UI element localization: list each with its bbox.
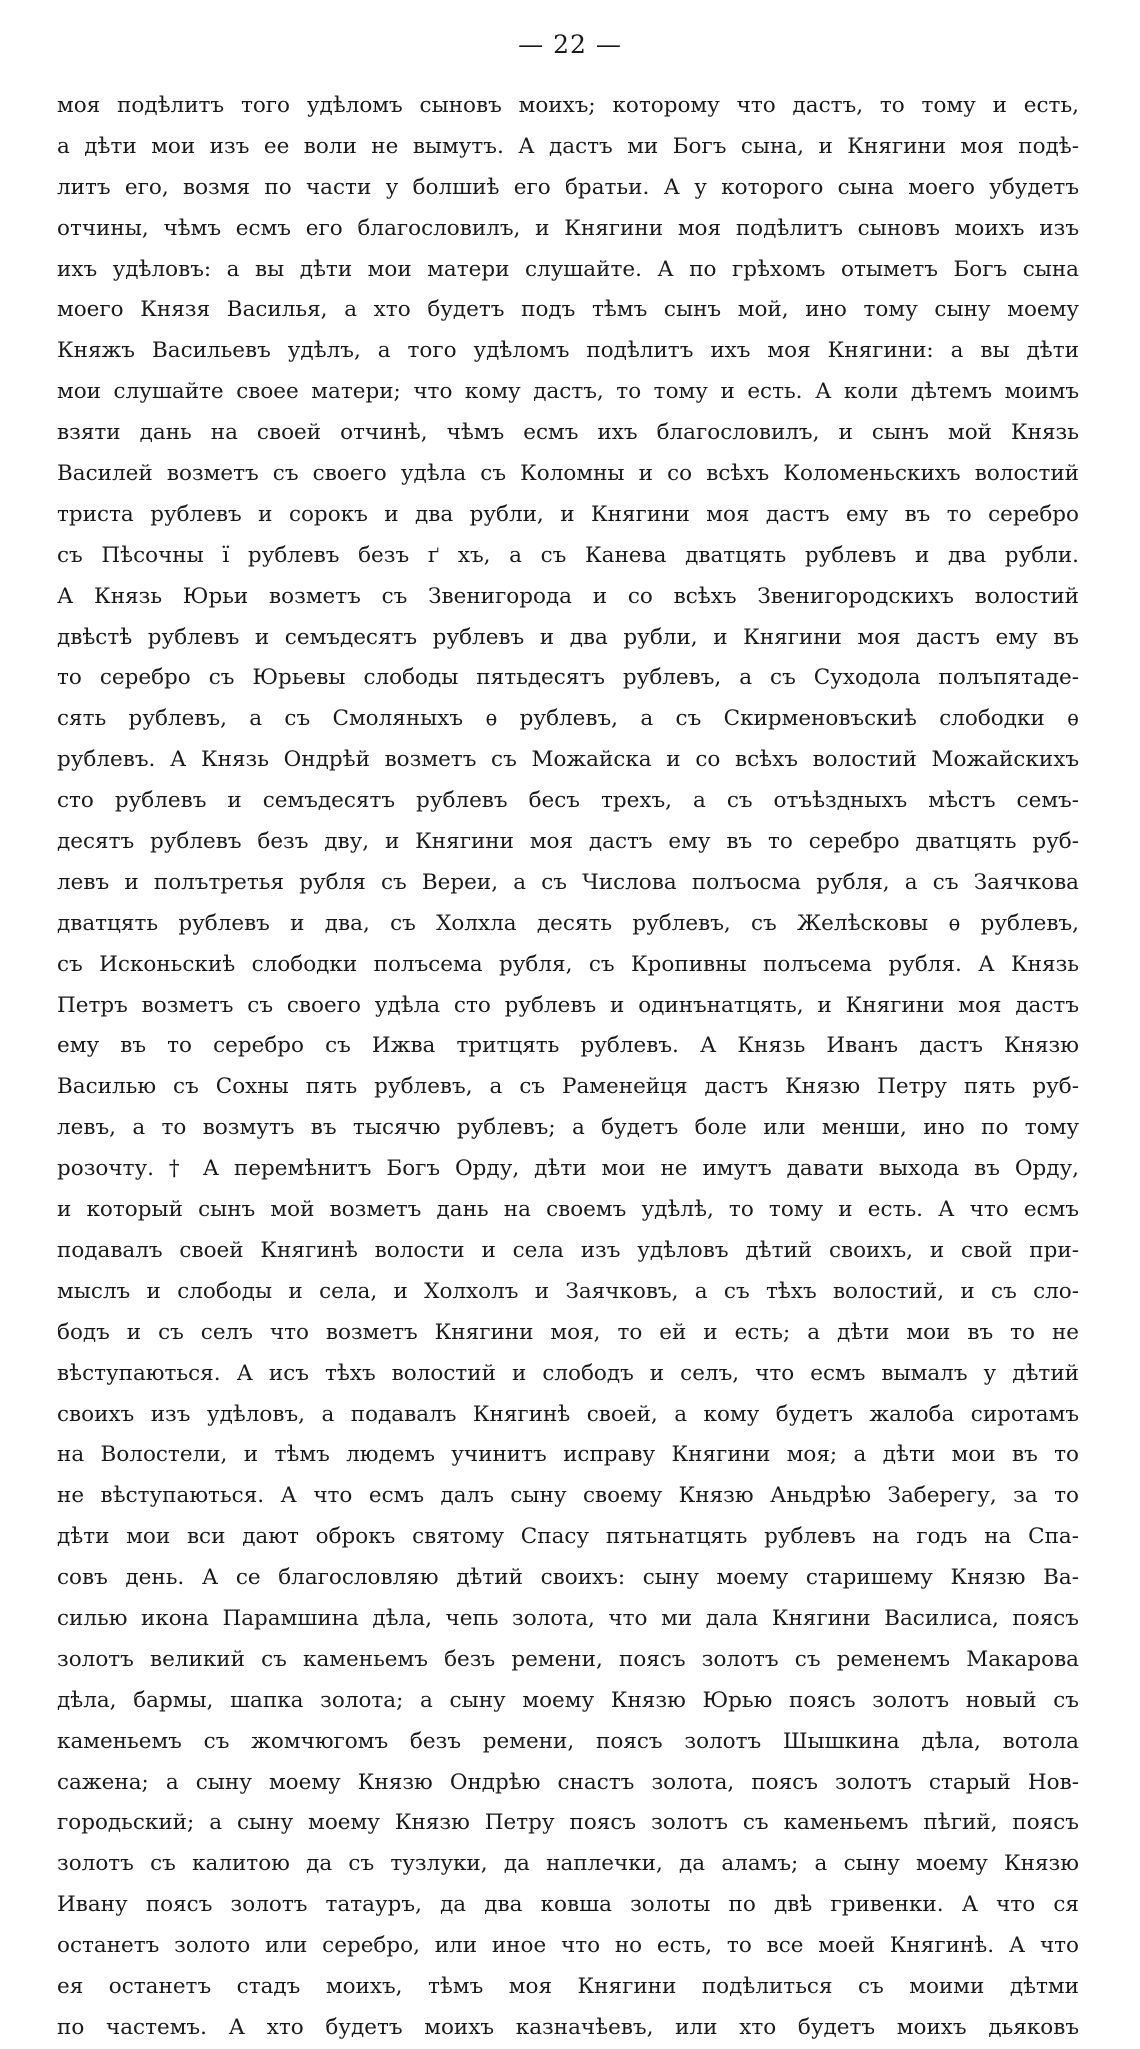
text-line: совъ день. А се благословляю дѣтий своихъ: сыну моему старишему Князю Ва- bbox=[57, 1565, 1079, 1591]
text-line: сажена; а сыну моему Князю Ондрѣю снастъ золота, поясъ золотъ старый Нов- bbox=[57, 1769, 1079, 1795]
text-line: мои слушайте своее матери; что кому дастъ, то тому и есть. А коли дѣтемъ моимъ bbox=[57, 379, 1079, 405]
text-line: левъ, а то возмутъ въ тысячю рублевъ; а будетъ боле или менши, ино по тому bbox=[57, 1115, 1079, 1141]
text-line: Василей возметъ съ своего удѣла съ Коломны и со всѣхъ Коломеньскихъ волостий bbox=[57, 461, 1079, 487]
text-line: Петръ возметъ съ своего удѣла сто рублевъ и одинънатцять, и Княгини моя дастъ bbox=[57, 992, 1079, 1018]
text-line: Ивану поясъ золотъ татауръ, да два ковша золоты по двѣ гривенки. А что ся bbox=[57, 1892, 1079, 1918]
text-line: взяти дань на своей отчинѣ, чѣмъ есмъ ихъ благословилъ, и сынъ мой Князь bbox=[57, 420, 1079, 446]
text-line: десятъ рублевъ безъ дву, и Княгини моя дастъ ему въ то серебро дватцять руб- bbox=[57, 829, 1079, 855]
text-line: дѣти мои вси дают оброкъ святому Спасу пятьнатцять рублевъ на годъ на Спа- bbox=[57, 1524, 1079, 1550]
text-line: двѣстѣ рублевъ и семъдесятъ рублевъ и два рубли, и Княгини моя дастъ ему въ bbox=[57, 624, 1079, 650]
text-line: дватцять рублевъ и два, съ Холхла десять рублевъ, съ Желѣсковы ѳ рублевъ, bbox=[57, 910, 1079, 936]
text-line: то серебро съ Юрьевы слободы пятьдесятъ рублевъ, а съ Суходола полъпятаде- bbox=[57, 665, 1079, 691]
text-line: дѣла, бармы, шапка золота; а сыну моему Князю Юрью поясъ золотъ новый съ bbox=[57, 1687, 1079, 1713]
text-line: бодъ и съ селъ что возметъ Княгини моя, то ей и есть; а дѣти мои въ то не bbox=[57, 1319, 1079, 1345]
text-line: золотъ великий съ каменьемъ безъ ремени, поясъ золотъ съ ременемъ Макарова bbox=[57, 1646, 1079, 1672]
text-line: вѣступаються. А исъ тѣхъ волостий и слободъ и селъ, что есмъ вымалъ у дѣтий bbox=[57, 1360, 1079, 1386]
text-line: моя подѣлитъ того удѣломъ сыновъ моихъ; которому что дастъ, то тому и есть, bbox=[57, 93, 1079, 118]
text-line: каменьемъ съ жомчюгомъ безъ ремени, поясъ золотъ Шышкина дѣла, вотола bbox=[57, 1728, 1079, 1754]
text-line: отчины, чѣмъ есмъ его благословилъ, и Княгини моя подѣлитъ сыновъ моихъ изъ bbox=[57, 215, 1079, 241]
text-line: розочту. † А перемѣнитъ Богъ Орду, дѣти мои не имутъ давати выхода въ Орду, bbox=[57, 1156, 1079, 1182]
text-line: силью икона Парамшина дѣла, чепь золота, что ми дала Княгини Василиса, поясъ bbox=[57, 1605, 1079, 1631]
text-line: левъ и полътретья рубля съ Вереи, а съ Числова полъосма рубля, а съ Заячкова bbox=[57, 869, 1079, 895]
text-line: съ Пѣсочны ї рублевъ безъ ґ хъ, а съ Канева дватцять рублевъ и два рубли. bbox=[57, 542, 1079, 568]
text-line: останетъ золото или серебро, или иное что но есть, то все моей Княгинѣ. А что bbox=[57, 1933, 1079, 1959]
body-text bbox=[57, 86, 1079, 2049]
text-line: не вѣступаються. А что есмъ далъ сыну своему Князю Аньдрѣю Заберегу, за то bbox=[57, 1483, 1079, 1509]
text-line: золотъ съ калитою да съ тузлуки, да наплечки, да аламъ; а сыну моему Князю bbox=[57, 1851, 1079, 1877]
text-line: сять рублевъ, а съ Смоляныхъ ѳ рублевъ, а съ Скирменовъскиѣ слободки ѳ bbox=[57, 706, 1079, 732]
text-line: Княжъ Васильевъ удѣлъ, а того удѣломъ подѣлитъ ихъ моя Княгини: а вы дѣти bbox=[57, 338, 1079, 364]
text-line: на Волостели, и тѣмъ людемъ учинитъ исправу Княгини моя; а дѣти мои въ то bbox=[57, 1442, 1079, 1468]
text-line: А Князь Юрьи возметъ съ Звенигорода и со всѣхъ Звенигородскихъ волостий bbox=[57, 583, 1079, 609]
text-line: мыслъ и слободы и села, и Холхолъ и Заячковъ, а съ тѣхъ волостий, и съ сло- bbox=[57, 1278, 1079, 1304]
text-line: по частемъ. А хто будетъ моихъ казначѣевъ, или хто будетъ моихъ дьяковъ bbox=[57, 2014, 1079, 2040]
text-line: съ Исконьскиѣ слободки полъсема рубля, съ Кропивны полъсема рубля. А Князь bbox=[57, 951, 1079, 977]
text-line: Василью съ Сохны пять рублевъ, а съ Раменейця дастъ Князю Петру пять руб- bbox=[57, 1074, 1079, 1100]
text-line: городьский; а сыну моему Князю Петру поясъ золотъ съ каменьемъ пѣгий, поясъ bbox=[57, 1810, 1079, 1836]
text-line: и который сынъ мой возметъ дань на своемъ удѣлѣ, то тому и есть. А что есмъ bbox=[57, 1197, 1079, 1223]
text-line: ея останетъ стадъ моихъ, тѣмъ моя Княгини подѣлиться съ моими дѣтми bbox=[57, 1973, 1079, 1999]
text-line: ихъ удѣловъ: а вы дѣти мои матери слушайте. А по грѣхомъ отыметъ Богъ сына bbox=[57, 256, 1079, 282]
text-line: подавалъ своей Княгинѣ волости и села изъ удѣловъ дѣтий своихъ, и свой при- bbox=[57, 1237, 1079, 1263]
text-line: моего Князя Василья, а хто будетъ подъ тѣмъ сынъ мой, ино тому сыну моему bbox=[57, 297, 1079, 323]
text-line: сто рублевъ и семъдесятъ рублевъ бесъ трехъ, а съ отъѣздныхъ мѣстъ семъ- bbox=[57, 788, 1079, 814]
text-line: ему въ то серебро съ Ижва тритцять рублевъ. А Князь Иванъ дастъ Князю bbox=[57, 1033, 1079, 1059]
text-line: триста рублевъ и сорокъ и два рубли, и Княгини моя дастъ ему въ то серебро bbox=[57, 501, 1079, 527]
text-line: своихъ изъ удѣловъ, а подавалъ Княгинѣ своей, а кому будетъ жалоба сиротамъ bbox=[57, 1401, 1079, 1427]
text-line: литъ его, возмя по части у болшиѣ его братьи. А у которого сына моего убудетъ bbox=[57, 174, 1079, 200]
text-line: а дѣти мои изъ ее воли не вымутъ. А дастъ ми Богъ сына, и Княгини моя подѣ- bbox=[57, 133, 1079, 159]
text-line: рублевъ. А Князь Ондрѣй возметъ съ Можайска и со всѣхъ волостий Можайскихъ bbox=[57, 747, 1079, 773]
page-number: — 22 — bbox=[518, 30, 622, 59]
